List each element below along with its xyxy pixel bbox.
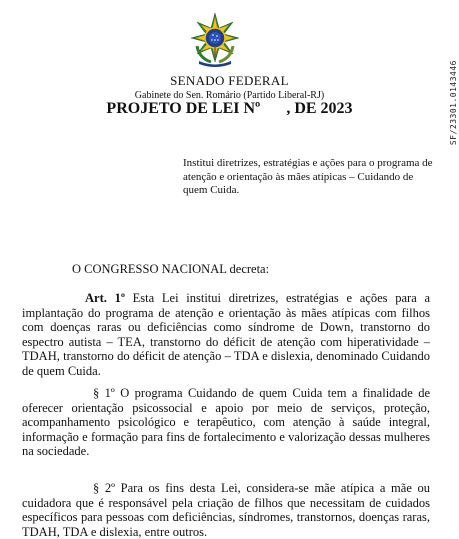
bill-title-prefix: PROJETO DE LEI Nº xyxy=(106,100,261,117)
bill-title-suffix: , DE 2023 xyxy=(286,100,353,117)
enacting-clause: O CONGRESSO NACIONAL decreta: xyxy=(72,262,270,276)
document-code: SF/23301.0143446 xyxy=(449,60,458,146)
paragraph-2 xyxy=(22,481,430,539)
article-1 xyxy=(22,291,430,378)
institution-name: SENADO FEDERAL xyxy=(170,73,289,88)
office-name: Gabinete do Sen. Romário (Partido Liberal-RJ) xyxy=(134,90,325,101)
ementa: Institui diretrizes, estratégias e ações para o programa de atenção e orientação às mães atípicas – Cuidando de quem Cuida. xyxy=(183,157,433,196)
article-text: Esta Lei institui diretrizes, estratégias e ações para a implantação do programa de atenção e orientação às mães atípicas com filhos com doenças raras ou deficiências como síndrome de Down, transtorno do espectro autista – TEA, transtorno do déficit de atenção com hiperatividade – TDAH, transtorno do déficit de atenção – TDA e dislexia, denominado Cuidando de quem Cuida. xyxy=(22,291,430,378)
paragraph-text: O programa Cuidando de quem Cuida tem a finalidade de oferecer orientação psicossocial e apoio por meio de serviços, proteção, acompanhamento psicológico e terapêutico, com atenção à saúde integral, informação e formação para fins de fortalecimento e valorização dessas mulheres na sociedade. xyxy=(22,386,430,458)
paragraph-1 xyxy=(22,386,430,459)
brazil-coat-of-arms-icon xyxy=(189,12,241,68)
bill-title xyxy=(0,100,459,118)
paragraph-label: § 2º xyxy=(93,481,116,495)
paragraph-text: Para os fins desta Lei, considera-se mãe atípica a mãe ou cuidadora que é responsável pela criação de filhos que necessitam de cuidados específicos para pessoas com deficiências, síndromes, transtornos, doenças raras, TDAH, TDA e dislexia, entre outros. xyxy=(22,481,430,539)
article-label: Art. 1º xyxy=(85,291,125,305)
paragraph-label: § 1º xyxy=(93,386,115,400)
